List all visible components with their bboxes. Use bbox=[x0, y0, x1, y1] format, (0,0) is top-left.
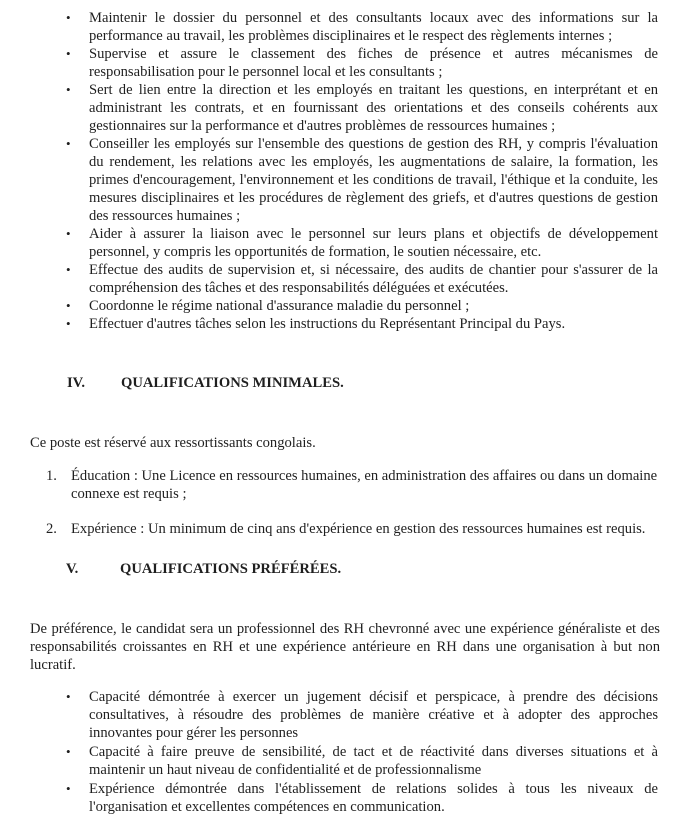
list-item bbox=[66, 315, 658, 333]
bullet-icon: • bbox=[66, 298, 71, 313]
bullet-icon: • bbox=[66, 82, 71, 97]
bullet-icon: • bbox=[66, 10, 71, 25]
list-item bbox=[66, 81, 658, 135]
list-item-text: Capacité à faire preuve de sensibilité, de tact et de réactivité dans diverses situations et à maintenir un haut niveau de confidentialité et de professionnalisme bbox=[89, 744, 658, 778]
item-text: Expérience : Un minimum de cinq ans d'expérience en gestion des ressources humaines est requis. bbox=[71, 521, 646, 537]
list-item-text: Effectue des audits de supervision et, si nécessaire, des audits de chantier pour s'assurer de la compréhension des tâches et des responsabilités déléguées et exécutées. bbox=[89, 262, 658, 296]
section-title: QUALIFICATIONS MINIMALES. bbox=[121, 375, 344, 391]
list-item bbox=[66, 261, 658, 297]
numbered-item-experience bbox=[46, 520, 661, 538]
section-number: V. bbox=[66, 561, 79, 577]
list-item bbox=[66, 688, 658, 742]
preferred-profile-paragraph: De préférence, le candidat sera un professionnel des RH chevronné avec une expérience généraliste et des responsabilités croissantes en RH et une expérience antérieure en RH dans une organisation à but non lucratif. bbox=[30, 621, 660, 673]
list-item bbox=[66, 45, 658, 81]
list-item-text: Aider à assurer la liaison avec le personnel sur leurs plans et objectifs de développement personnel, y compris les opportunités de formation, le soutien nécessaire, etc. bbox=[89, 226, 658, 260]
item-number: 1. bbox=[46, 468, 57, 484]
section-heading-minimum-qualifications bbox=[67, 374, 344, 392]
bullet-icon: • bbox=[66, 46, 71, 61]
list-item-text: Effectuer d'autres tâches selon les instructions du Représentant Principal du Pays. bbox=[89, 316, 566, 332]
bullet-icon: • bbox=[66, 136, 71, 151]
preferred-skills-list bbox=[66, 688, 658, 817]
bullet-icon: • bbox=[66, 781, 71, 796]
bullet-icon: • bbox=[66, 689, 71, 704]
list-item-text: Expérience démontrée dans l'établissement de relations solides à tous les niveaux de l'organisation et excellentes compétences en communication. bbox=[89, 781, 658, 815]
bullet-icon: • bbox=[66, 226, 71, 241]
list-item bbox=[66, 297, 658, 315]
bullet-icon: • bbox=[66, 744, 71, 759]
bullet-icon: • bbox=[66, 262, 71, 277]
bullet-icon: • bbox=[66, 316, 71, 331]
list-item-text: Capacité démontrée à exercer un jugement décisif et perspicace, à prendre des décisions consultatives, à résoudre des problèmes de manière créative et à adopter des approches innovantes pour gérer les personnes bbox=[89, 689, 658, 741]
list-item bbox=[66, 9, 658, 45]
list-item-text: Coordonne le régime national d'assurance maladie du personnel ; bbox=[89, 298, 470, 314]
list-item-text: Supervise et assure le classement des fiches de présence et autres mécanismes de responsabilisation pour le personnel local et les consultants ; bbox=[89, 46, 658, 80]
section-heading-preferred-qualifications bbox=[66, 560, 341, 578]
item-number: 2. bbox=[46, 521, 57, 537]
numbered-item-education bbox=[46, 467, 661, 503]
list-item bbox=[66, 743, 658, 779]
list-item-text: Maintenir le dossier du personnel et des consultants locaux avec des informations sur la performance au travail, les problèmes disciplinaires et le respect des règlements internes ; bbox=[89, 10, 658, 44]
section-number: IV. bbox=[67, 375, 85, 391]
list-item bbox=[66, 225, 658, 261]
list-item-text: Conseiller les employés sur l'ensemble des questions de gestion des RH, y compris l'évaluation du rendement, les relations avec les employés, les augmentations de salaire, la formation, les primes d'encouragement, l'environnement et les conditions de travail, l'éthique et la conduite, les mesures disciplinaires et les procédures de règlement des griefs, et d'autres questions de gestion des ressources humaines ; bbox=[89, 136, 658, 224]
duties-list bbox=[66, 9, 658, 333]
list-item-text: Sert de lien entre la direction et les employés en traitant les questions, en interprétant et en administrant les contrats, et en fournissant des orientations et des conseils cohérents aux gestionnaires sur la performance et d'autres problèmes de ressources humaines ; bbox=[89, 82, 658, 134]
item-text: Éducation : Une Licence en ressources humaines, en administration des affaires ou dans un domaine connexe est requis ; bbox=[71, 468, 658, 502]
list-item bbox=[66, 135, 658, 225]
nationality-requirement: Ce poste est réservé aux ressortissants congolais. bbox=[30, 435, 316, 451]
list-item bbox=[66, 780, 658, 816]
section-title: QUALIFICATIONS PRÉFÉRÉES. bbox=[120, 561, 342, 577]
